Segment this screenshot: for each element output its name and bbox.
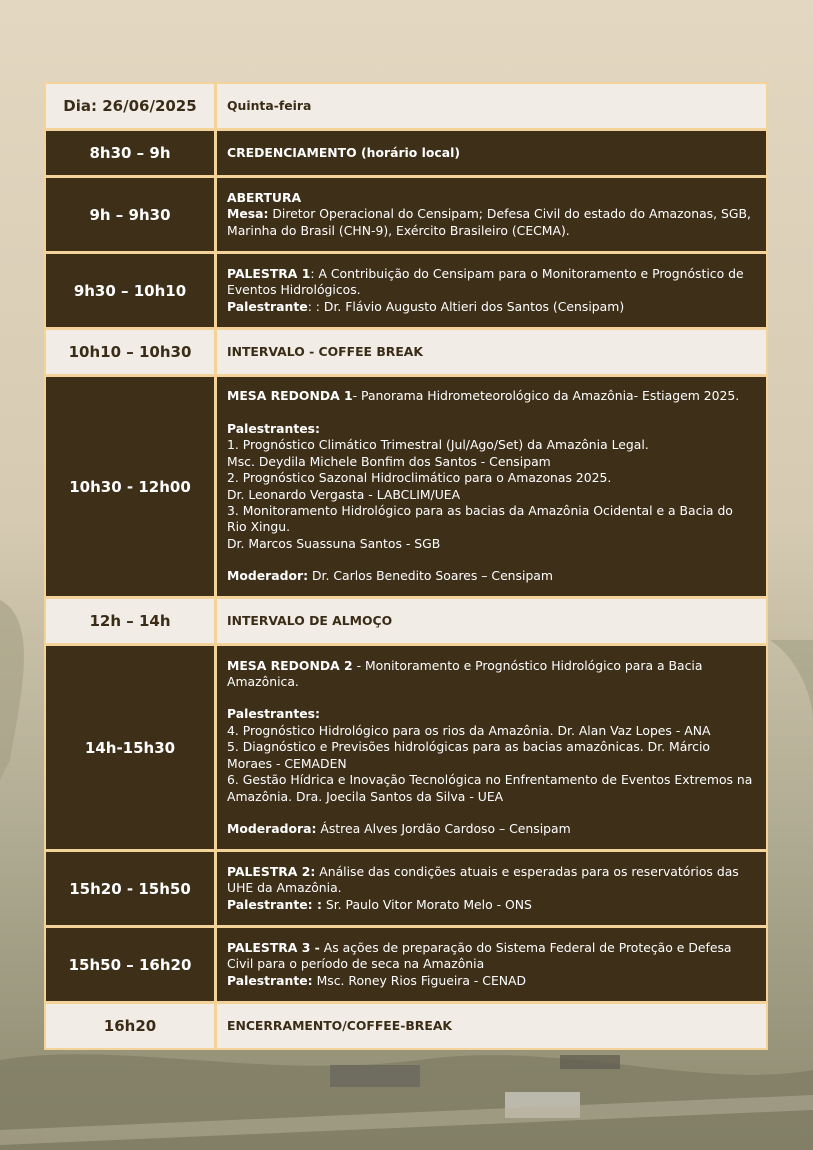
speaker-label: Palestrante: [227, 298, 308, 314]
header-row: [46, 84, 766, 128]
session-title: INTERVALO DE ALMOÇO: [227, 612, 393, 628]
session-title: MESA REDONDA 2: [227, 657, 353, 673]
time-slot: 12h – 14h: [46, 599, 214, 643]
speaker-line: 2. Prognóstico Sazonal Hidroclimático para o Amazonas 2025.: [227, 470, 612, 486]
session-title: PALESTRA 2:: [227, 863, 316, 879]
schedule-row-almoco: [46, 599, 766, 643]
moderator-text: Ástrea Alves Jordão Cardoso – Censipam: [316, 820, 571, 836]
time-slot: 14h-15h30: [46, 646, 214, 849]
session-title: PALESTRA 3 -: [227, 939, 320, 955]
speakers-label: Palestrantes:: [227, 706, 321, 722]
moderator-label: Moderador:: [227, 568, 309, 584]
time-slot: 8h30 – 9h: [46, 131, 214, 175]
speaker-line: 4. Prognóstico Hidrológico para os rios da Amazônia. Dr. Alan Vaz Lopes - ANA: [227, 722, 711, 738]
session-title: ENCERRAMENTO/COFFEE-BREAK: [227, 1017, 453, 1033]
mesa-label: Mesa:: [227, 206, 269, 222]
speaker-text: : : Dr. Flávio Augusto Altieri dos Santos (Censipam): [307, 298, 625, 314]
speaker-line: Dr. Leonardo Vergasta - LABCLIM/UEA: [227, 486, 461, 502]
speaker-line: 1. Prognóstico Climático Trimestral (Jul/Ago/Set) da Amazônia Legal.: [227, 437, 649, 453]
session-text: - Monitoramento e Prognóstico Hidrológico para a Bacia Amazônica.: [227, 657, 703, 690]
session-title: ABERTURA: [227, 189, 302, 205]
speaker-text: Msc. Roney Rios Figueira - CENAD: [312, 972, 527, 988]
schedule-row-encerramento: [46, 1004, 766, 1048]
mesa-text: Diretor Operacional do Censipam; Defesa Civil do estado do Amazonas, SGB, Marinha do Brasil (CHN-9), Exército Brasileiro (CECMA).: [227, 206, 751, 238]
schedule-row-credenciamento: [46, 131, 766, 175]
session-text: : A Contribuição do Censipam para o Monitoramento e Prognóstico de Eventos Hidrológicos.: [227, 265, 744, 298]
speaker-label: Palestrante: :: [227, 896, 322, 912]
house-roof: [330, 1065, 420, 1087]
time-slot: 9h – 9h30: [46, 178, 214, 251]
time-slot: 10h10 – 10h30: [46, 330, 214, 374]
speaker-line: Msc. Deydila Michele Bonfim dos Santos - Censipam: [227, 453, 551, 469]
session-title: MESA REDONDA 1: [227, 388, 353, 404]
time-slot: 15h20 - 15h50: [46, 852, 214, 925]
session-title: PALESTRA 1: [227, 265, 311, 281]
session-title: CREDENCIAMENTO (horário local): [227, 144, 461, 160]
schedule-row-abertura: [46, 178, 766, 251]
schedule-row-mesa-redonda-1: [46, 377, 766, 596]
schedule-row-mesa-redonda-2: [46, 646, 766, 849]
weekday-label: Quinta-feira: [227, 97, 312, 113]
speaker-line: 5. Diagnóstico e Previsões hidrológicas para as bacias amazônicas. Dr. Márcio Moraes - CEMADEN: [227, 739, 710, 771]
schedule-table: [44, 82, 768, 1050]
moderator-text: Dr. Carlos Benedito Soares – Censipam: [308, 568, 553, 584]
session-text: Análise das condições atuais e esperadas para os reservatórios das UHE da Amazônia.: [227, 863, 739, 896]
time-slot: 10h30 - 12h00: [46, 377, 214, 596]
speaker-line: Dr. Marcos Suassuna Santos - SGB: [227, 535, 441, 551]
speaker-line: 3. Monitoramento Hidrológico para as bacias da Amazônia Ocidental e a Bacia do Rio Xingu.: [227, 502, 733, 535]
speaker-label: Palestrante:: [227, 972, 313, 988]
schedule-row-palestra-2: [46, 852, 766, 925]
session-text: As ações de preparação do Sistema Federal de Proteção e Defesa Civil para o período de seca na Amazônia: [227, 939, 732, 972]
day-label: Dia: 26/06/2025: [46, 84, 214, 128]
speaker-text: Sr. Paulo Vitor Morato Melo - ONS: [321, 896, 532, 912]
speaker-line: 6. Gestão Hídrica e Inovação Tecnológica no Enfrentamento de Eventos Extremos na Amazônia. Dra. Joecila Santos da Silva - UEA: [227, 772, 753, 804]
time-slot: 16h20: [46, 1004, 214, 1048]
speakers-label: Palestrantes:: [227, 420, 321, 436]
schedule-row-palestra-3: [46, 928, 766, 1001]
schedule-row-coffee-break: [46, 330, 766, 374]
session-text: - Panorama Hidrometeorológico da Amazônia- Estiagem 2025.: [352, 388, 740, 404]
time-slot: 15h50 – 16h20: [46, 928, 214, 1001]
time-slot: 9h30 – 10h10: [46, 254, 214, 327]
session-title: INTERVALO - COFFEE BREAK: [227, 343, 423, 359]
moderator-label: Moderadora:: [227, 820, 317, 836]
schedule-row-palestra-1: [46, 254, 766, 327]
